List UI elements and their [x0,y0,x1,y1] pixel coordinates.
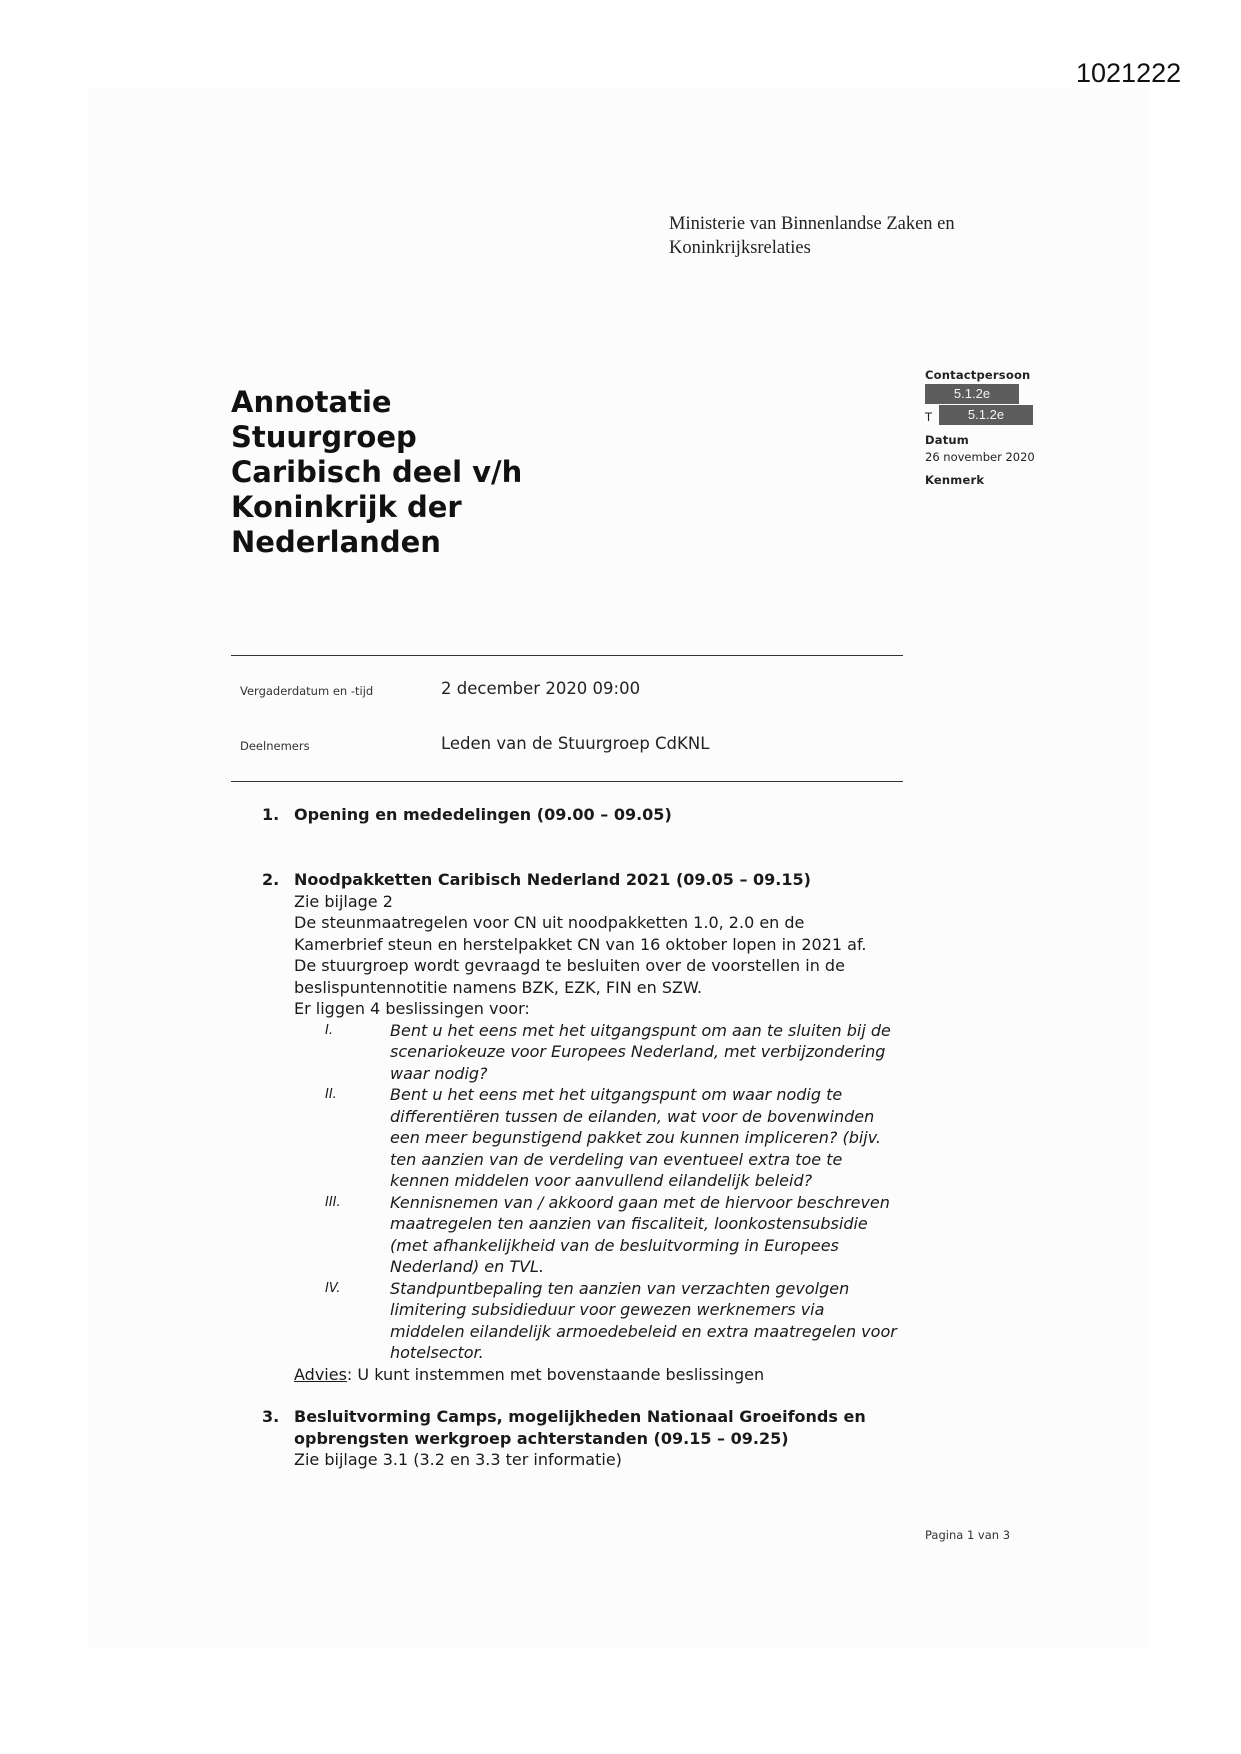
participants-value: Leden van de Stuurgroep CdKNL [441,734,710,753]
decision-numeral: III. [325,1194,341,1210]
agenda-text-line: beslispuntennotitie namens BZK, EZK, FIN en SZW. [294,977,703,997]
agenda-heading: Noodpakketten Caribisch Nederland 2021 (09.05 – 09.15) [294,870,811,889]
title-line: Caribisch deel v/h [231,455,523,489]
ministry-line: Ministerie van Binnenlandse Zaken en [669,214,955,234]
advice-line [294,1364,914,1386]
decision-line: kennen middelen voor aanvullend eilandelijk beleid? [390,1171,813,1190]
ministry-header [669,212,955,260]
agenda-text-line: Zie bijlage 3.1 (3.2 en 3.3 ter informatie) [294,1450,622,1469]
title-line: Koninkrijk der [231,490,462,524]
decision-line: differentiëren tussen de eilanden, wat voor de bovenwinden [390,1106,875,1126]
agenda-text-line: De stuurgroep wordt gevraagd te besluiten over de voorstellen in de [294,956,845,975]
decision-numeral: I. [325,1022,333,1038]
document-number: 1021222 [1076,58,1182,88]
decision-line: middelen eilandelijk armoedebeleid en extra maatregelen voor [390,1321,897,1341]
decision-line: Kennisnemen van / akkoord gaan met de hiervoor beschreven [390,1192,890,1212]
decision-line: Bent u het eens met het uitgangspunt om aan te sluiten bij de [390,1020,891,1040]
meeting-date-label: Vergaderdatum en -tijd [240,684,374,698]
date-value: 26 november 2020 [925,450,1035,464]
agenda-number: 3. [262,1407,280,1426]
decision-item [294,1192,914,1278]
decision-line: hotelsector. [390,1343,484,1362]
phone-redaction: 5.1.2e [939,405,1033,425]
ministry-line: Koninkrijksrelaties [669,238,811,258]
agenda-text-line: Kamerbrief steun en herstelpakket CN van 16 oktober lopen in 2021 af. [294,934,867,954]
title-line: Nederlanden [231,525,441,559]
agenda-text-line: Zie bijlage 2 [294,891,393,911]
phone-prefix: T [925,410,933,424]
decision-numeral: IV. [325,1280,341,1296]
decision-numeral: II. [325,1087,337,1102]
decision-line: maatregelen ten aanzien van fiscaliteit, loonkostensubsidie [390,1214,868,1233]
decision-item [294,1020,914,1085]
meeting-date-value: 2 december 2020 09:00 [441,679,641,698]
reference-label: Kenmerk [925,473,985,487]
decision-item [294,1084,914,1192]
divider [231,781,903,782]
advice-label: Advies [294,1364,347,1384]
agenda-heading: opbrengsten werkgroep achterstanden (09.15 – 09.25) [294,1428,789,1448]
decision-line: Standpuntbepaling ten aanzien van verzachten gevolgen [390,1278,850,1298]
agenda-text-line: De steunmaatregelen voor CN uit noodpakketten 1.0, 2.0 en de [294,913,805,932]
page-title [231,385,522,560]
advice-text: : U kunt instemmen met bovenstaande beslissingen [346,1364,765,1384]
decision-line: limitering subsidieduur voor gewezen werknemers via [390,1300,825,1319]
contact-redaction: 5.1.2e [925,384,1019,404]
decision-line: Nederland) en TVL. [390,1257,545,1276]
decision-line: Bent u het eens met het uitgangspunt om waar nodig te [390,1085,843,1104]
participants-label: Deelnemers [240,739,310,753]
contact-label: Contactpersoon [925,368,1031,382]
agenda-number: 1. [262,805,280,824]
title-line: Stuurgroep [231,420,417,454]
decision-line: waar nodig? [390,1063,488,1083]
date-label: Datum [925,433,969,447]
decision-line: een meer begunstigend pakket zou kunnen impliceren? (bijv. [390,1128,881,1147]
decision-line: scenariokeuze voor Europees Nederland, met verbijzondering [390,1042,886,1061]
title-line: Annotatie [231,385,392,419]
agenda-text-line: Er liggen 4 beslissingen voor: [294,999,530,1018]
page-number: Pagina 1 van 3 [925,1528,1011,1542]
decision-line: ten aanzien van de verdeling van eventueel extra toe te [390,1149,843,1169]
divider [231,655,903,656]
decision-line: (met afhankelijkheid van de besluitvorming in Europees [390,1235,839,1255]
decision-item [294,1278,914,1364]
agenda-number: 2. [262,870,280,889]
agenda-heading: Besluitvorming Camps, mogelijkheden Nationaal Groeifonds en [294,1407,866,1426]
agenda-heading: Opening en mededelingen (09.00 – 09.05) [294,805,672,824]
